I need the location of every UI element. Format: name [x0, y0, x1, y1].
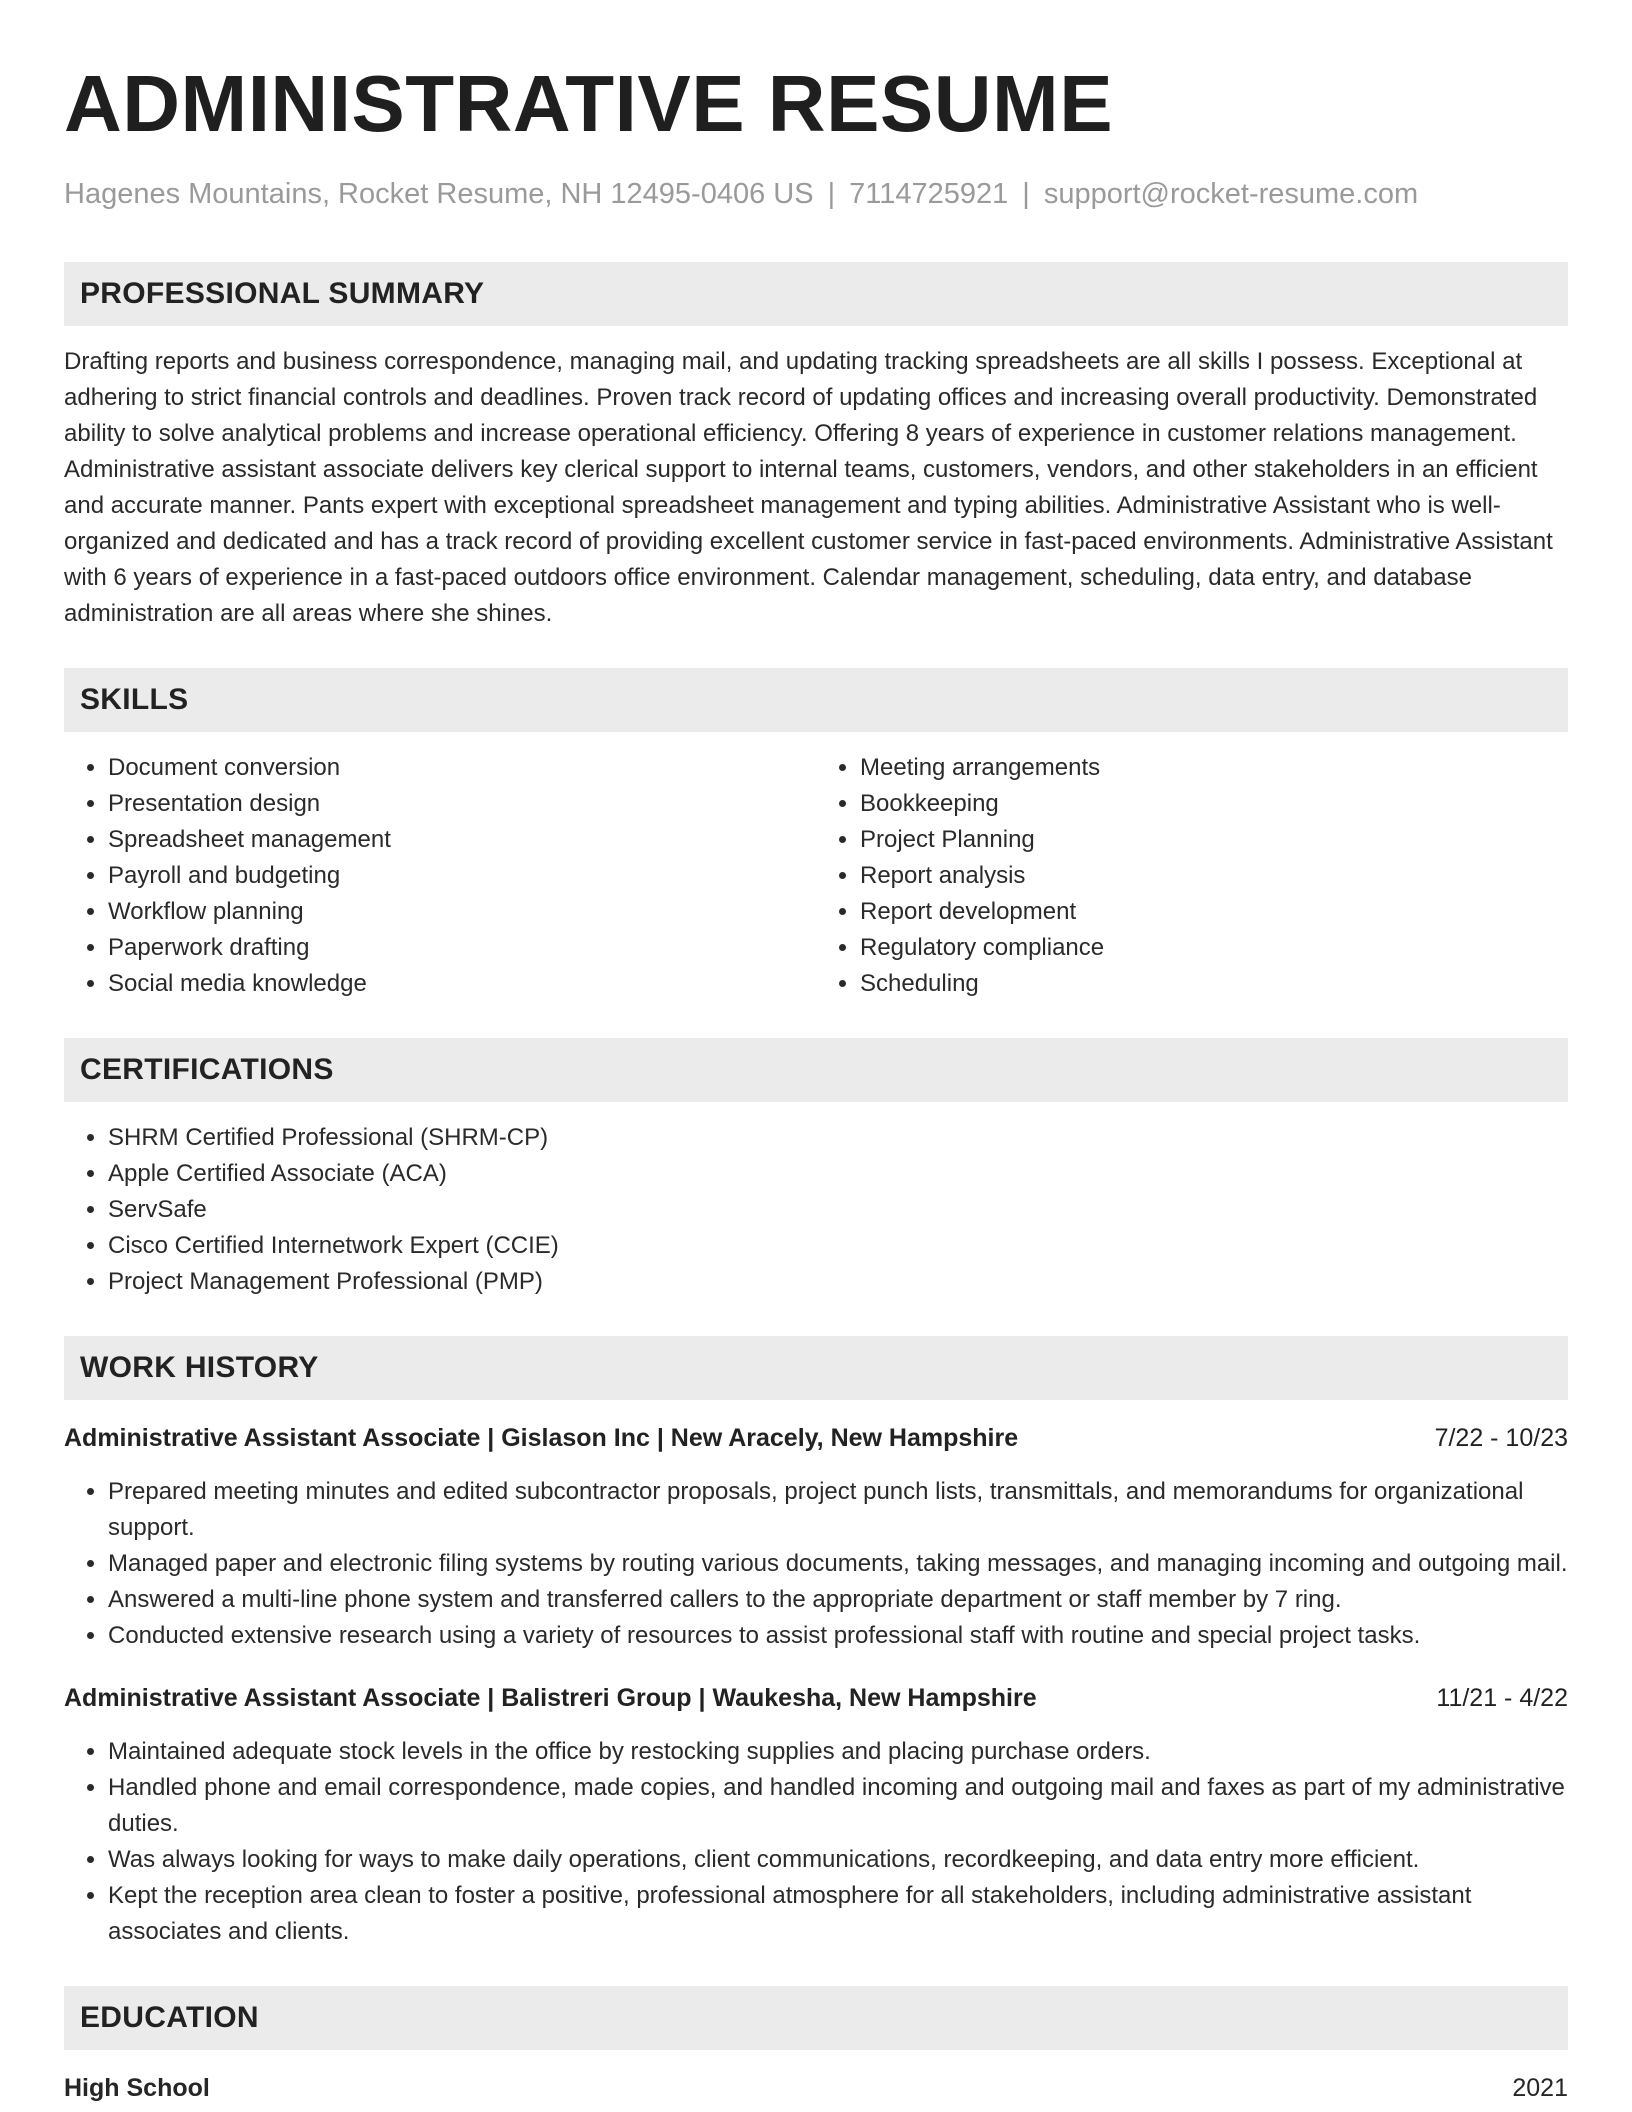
- list-item: • Bookkeeping: [860, 786, 1568, 822]
- job-header: [64, 1420, 1568, 1456]
- list-item: • Apple Certified Associate (ACA): [108, 1156, 1568, 1192]
- section-title: CERTIFICATIONS: [80, 1053, 334, 1086]
- list-item: • Scheduling: [860, 966, 1568, 1002]
- section-title: WORK HISTORY: [80, 1351, 319, 1384]
- list-item: • Managed paper and electronic filing systems by routing various documents, taking messages, and managing incoming and outgoing mail.: [108, 1546, 1568, 1582]
- job-bullets: [64, 1734, 1568, 1950]
- list-item: • Payroll and budgeting: [108, 858, 816, 894]
- section-header-summary: [64, 262, 1568, 326]
- education-year: 2021: [1512, 2074, 1568, 2102]
- list-item: • Answered a multi-line phone system and transferred callers to the appropriate department or staff member by 7 ring.: [108, 1582, 1568, 1618]
- contact-separator: |: [827, 178, 836, 210]
- list-item: • Conducted extensive research using a variety of resources to assist professional staff with routine and special project tasks.: [108, 1618, 1568, 1654]
- list-item: • Project Planning: [860, 822, 1568, 858]
- section-header-work-history: [64, 1336, 1568, 1400]
- contact-email: support@rocket-resume.com: [1043, 178, 1419, 210]
- list-item: • Presentation design: [108, 786, 816, 822]
- job-entry: [64, 1420, 1568, 1654]
- skills-column-left: [64, 750, 816, 1002]
- list-item: • Maintained adequate stock levels in the office by restocking supplies and placing purchase orders.: [108, 1734, 1568, 1770]
- list-item: • Document conversion: [108, 750, 816, 786]
- list-item: • Regulatory compliance: [860, 930, 1568, 966]
- list-item: • Report development: [860, 894, 1568, 930]
- list-item: • Prepared meeting minutes and edited subcontractor proposals, project punch lists, transmittals, and memorandums for organizational support.: [108, 1474, 1568, 1546]
- section-title: SKILLS: [80, 683, 189, 716]
- section-title: EDUCATION: [80, 2001, 259, 2034]
- job-bullets: [64, 1474, 1568, 1654]
- list-item: • Social media knowledge: [108, 966, 816, 1002]
- section-header-skills: [64, 668, 1568, 732]
- list-item: • ServSafe: [108, 1192, 1568, 1228]
- list-item: • Spreadsheet management: [108, 822, 816, 858]
- job-entry: [64, 1680, 1568, 1950]
- list-item: • Kept the reception area clean to foster a positive, professional atmosphere for all stakeholders, including administrative assistant associates and clients.: [108, 1878, 1568, 1950]
- education-school: High School: [64, 2074, 210, 2102]
- contact-phone: 7114725921: [849, 178, 1009, 210]
- certifications-list: [64, 1120, 1568, 1300]
- list-item: • SHRM Certified Professional (SHRM-CP): [108, 1120, 1568, 1156]
- job-dates: 11/21 - 4/22: [1436, 1684, 1568, 1712]
- skills-column-right: [816, 750, 1568, 1002]
- resume-title: ADMINISTRATIVE RESUME: [64, 59, 1114, 148]
- section-header-certifications: [64, 1038, 1568, 1102]
- job-title: Administrative Assistant Associate | Gislason Inc | New Aracely, New Hampshire: [64, 1424, 1019, 1452]
- job-header: [64, 1680, 1568, 1716]
- list-item: • Was always looking for ways to make daily operations, client communications, recordkeeping, and data entry more efficient.: [108, 1842, 1568, 1878]
- section-header-education: [64, 1986, 1568, 2050]
- list-item: • Workflow planning: [108, 894, 816, 930]
- list-item: • Project Management Professional (PMP): [108, 1264, 1568, 1300]
- skills-list: [64, 750, 1568, 1002]
- list-item: • Cisco Certified Internetwork Expert (CCIE): [108, 1228, 1568, 1264]
- contact-address: Hagenes Mountains, Rocket Resume, NH 12495-0406 US: [64, 178, 814, 210]
- contact-separator: |: [1022, 178, 1030, 210]
- job-title: Administrative Assistant Associate | Balistreri Group | Waukesha, New Hampshire: [64, 1684, 1037, 1712]
- list-item: • Meeting arrangements: [860, 750, 1568, 786]
- list-item: • Report analysis: [860, 858, 1568, 894]
- contact-line: [64, 176, 1568, 212]
- education-entry: [64, 2070, 1568, 2106]
- list-item: • Paperwork drafting: [108, 930, 816, 966]
- job-dates: 7/22 - 10/23: [1434, 1424, 1568, 1452]
- section-title: PROFESSIONAL SUMMARY: [80, 277, 485, 310]
- list-item: • Handled phone and email correspondence, made copies, and handled incoming and outgoing mail and faxes as part of my administrative duties.: [108, 1770, 1568, 1842]
- summary-text: Drafting reports and business correspondence, managing mail, and updating tracking spreadsheets are all skills I possess. Exceptional at adhering to strict financial controls and deadlines. Proven track record of updating offices and increasing overall productivity. Demonstrated ability to solve analytical problems and increase operational efficiency. Offering 8 years of experience in customer relations management. Administrative assistant associate delivers key clerical support to internal teams, customers, vendors, and other stakeholders in an efficient and accurate manner. Pants expert with exceptional spreadsheet management and typing abilities. Administrative Assistant who is well-organized and dedicated and has a track record of providing excellent customer service in fast-paced environments. Administrative Assistant with 6 years of experience in a fast-paced outdoors office environment. Calendar management, scheduling, data entry, and database administration are all areas where she shines.: [64, 348, 1553, 627]
